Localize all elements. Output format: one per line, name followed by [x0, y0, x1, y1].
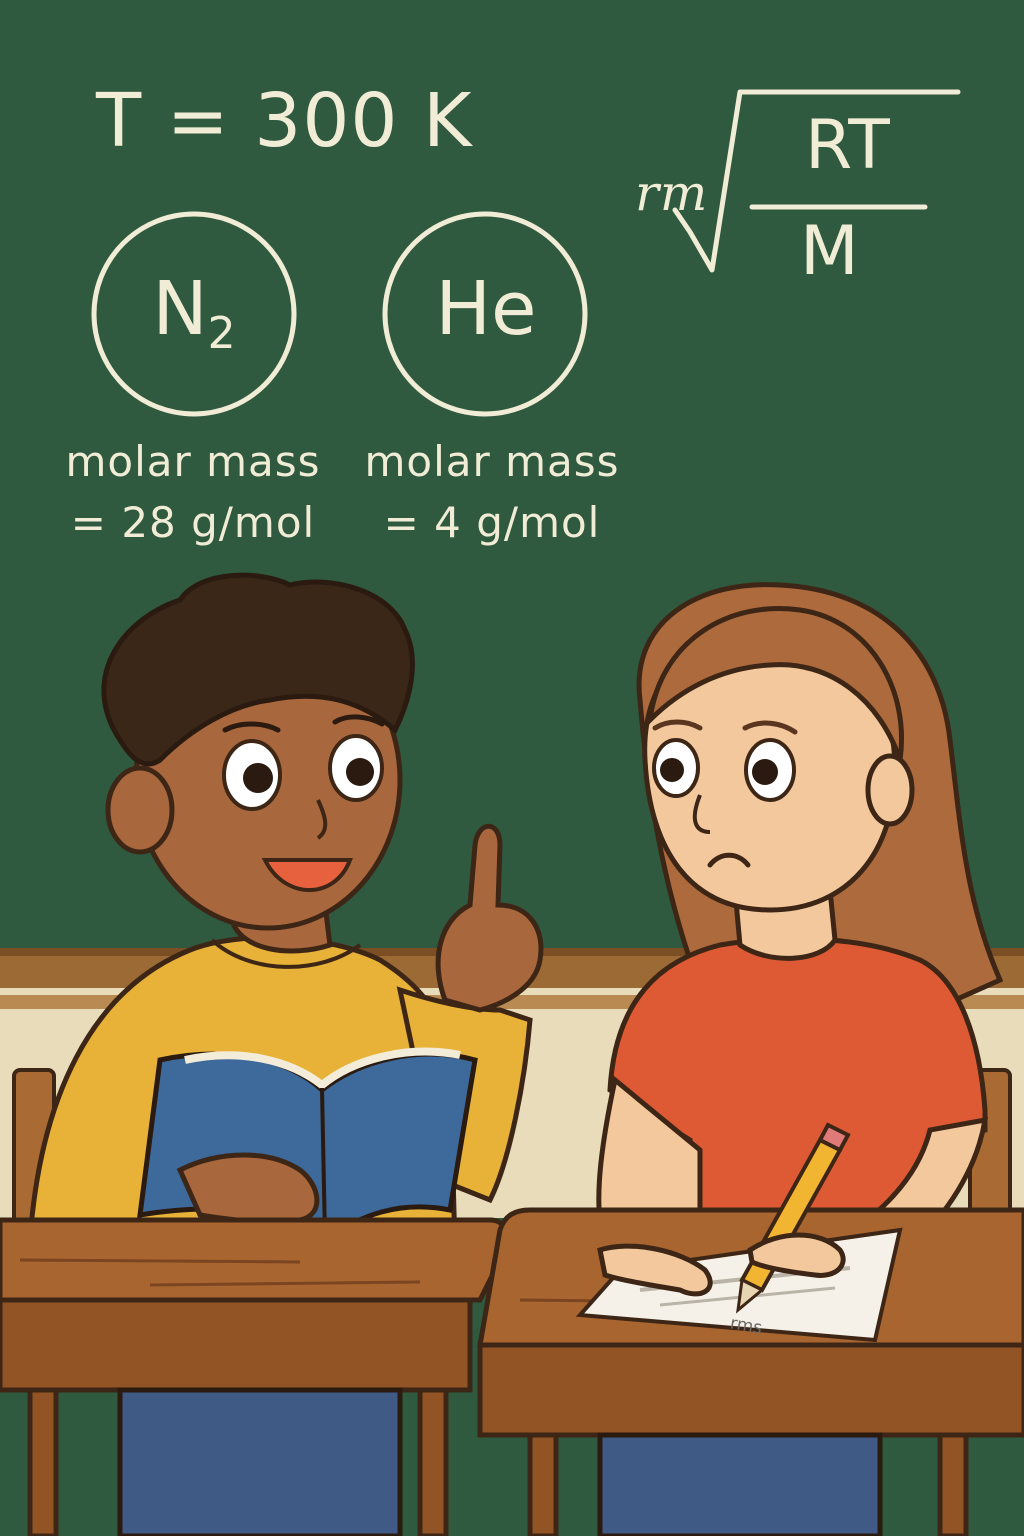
formula-prefix: rm	[635, 164, 709, 222]
n2-subscript: 2	[207, 308, 236, 359]
he-molar-mass-value: = 4 g/mol	[383, 497, 601, 547]
he-molar-mass-label: molar mass	[364, 437, 620, 486]
n2-symbol	[94, 266, 294, 359]
n2-molar-mass-label: molar mass	[65, 437, 321, 486]
formula-denominator: M	[800, 212, 860, 291]
he-element: He	[435, 266, 537, 352]
temperature-label: T = 300 K	[96, 78, 473, 164]
he-symbol	[386, 266, 586, 352]
n2-element: N	[152, 266, 208, 352]
formula-numerator: RT	[805, 106, 891, 185]
paper-note: rms	[728, 1313, 764, 1339]
he-molar-mass	[357, 432, 627, 554]
n2-molar-mass-value: = 28 g/mol	[70, 497, 316, 547]
n2-molar-mass	[58, 432, 328, 554]
